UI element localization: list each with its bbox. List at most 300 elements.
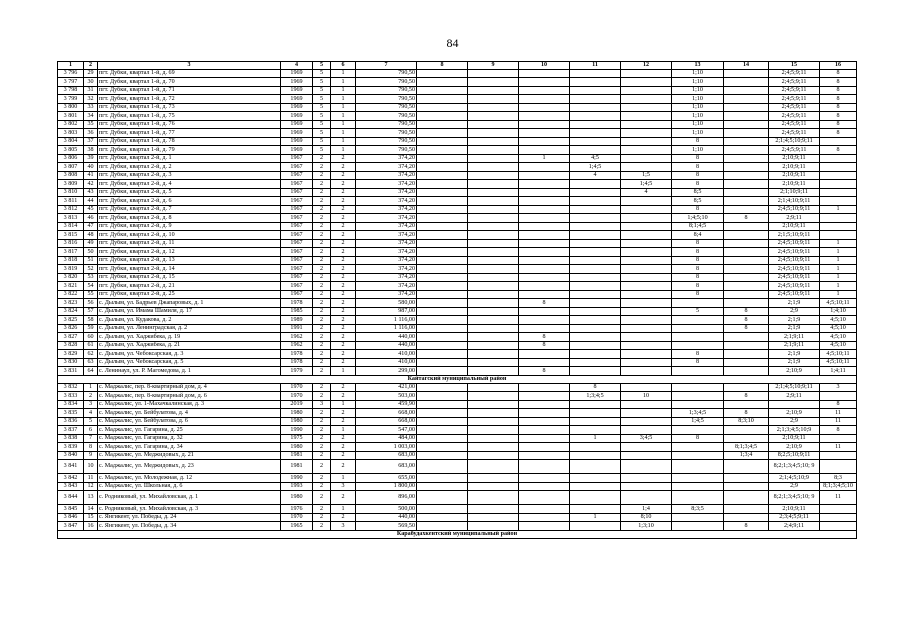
cell-c10 bbox=[519, 129, 570, 138]
cell-c8 bbox=[417, 400, 468, 409]
cell-c9 bbox=[468, 129, 519, 138]
cell-floors: 2 bbox=[313, 214, 331, 223]
cell-floors: 2 bbox=[313, 282, 331, 291]
table-row bbox=[58, 307, 857, 316]
cell-c15: 2;10;9 bbox=[769, 443, 820, 452]
cell-address: с. Маджалис, пер. 8-квартирный дом, д. 6 bbox=[98, 392, 281, 401]
cell-c14 bbox=[724, 205, 769, 214]
cell-year: 1975 bbox=[281, 434, 313, 443]
cell-c8 bbox=[417, 129, 468, 138]
cell-reg-no: 3 805 bbox=[58, 146, 84, 155]
cell-c16 bbox=[820, 434, 857, 443]
cell-c9 bbox=[468, 505, 519, 514]
cell-c9 bbox=[468, 409, 519, 418]
cell-area: 655,00 bbox=[356, 474, 417, 483]
cell-floors: 3 bbox=[313, 400, 331, 409]
cell-c8 bbox=[417, 273, 468, 282]
cell-c16 bbox=[820, 214, 857, 223]
table-row bbox=[58, 231, 857, 240]
cell-c8 bbox=[417, 256, 468, 265]
cell-c12 bbox=[621, 341, 672, 350]
cell-c11 bbox=[570, 86, 621, 95]
cell-item-no: 41 bbox=[84, 171, 98, 180]
cell-c13: 1;10 bbox=[672, 103, 724, 112]
cell-c8 bbox=[417, 409, 468, 418]
cell-c8 bbox=[417, 231, 468, 240]
cell-c9 bbox=[468, 214, 519, 223]
cell-c16: 11 bbox=[820, 417, 857, 426]
cell-c13: 8 bbox=[672, 163, 724, 172]
cell-c10 bbox=[519, 197, 570, 206]
cell-floors: 2 bbox=[313, 417, 331, 426]
cell-c14 bbox=[724, 256, 769, 265]
cell-area: 569,50 bbox=[356, 522, 417, 531]
cell-c16: 8 bbox=[820, 103, 857, 112]
cell-c13: 5 bbox=[672, 307, 724, 316]
cell-item-no: 60 bbox=[84, 333, 98, 342]
cell-c11: 1;4;5 bbox=[570, 163, 621, 172]
cell-reg-no: 3 846 bbox=[58, 513, 84, 522]
cell-address: с. Маджалис, ул. Гагарина, д. 25 bbox=[98, 426, 281, 435]
cell-item-no: 2 bbox=[84, 392, 98, 401]
table-row bbox=[58, 265, 857, 274]
cell-c14 bbox=[724, 383, 769, 392]
cell-c8 bbox=[417, 95, 468, 104]
cell-address: с. Дылым, ул. Имама Шамиля, д. 17 bbox=[98, 307, 281, 316]
cell-area: 1 116,00 bbox=[356, 324, 417, 333]
cell-c12 bbox=[621, 69, 672, 78]
cell-reg-no: 3 829 bbox=[58, 350, 84, 359]
cell-year: 1962 bbox=[281, 333, 313, 342]
cell-item-no: 63 bbox=[84, 358, 98, 367]
table-row bbox=[58, 358, 857, 367]
cell-c14 bbox=[724, 146, 769, 155]
cell-c14: 8 bbox=[724, 392, 769, 401]
cell-c9 bbox=[468, 341, 519, 350]
cell-c10 bbox=[519, 248, 570, 257]
cell-c11: 4 bbox=[570, 171, 621, 180]
cell-c11 bbox=[570, 400, 621, 409]
cell-c13: 1;3;4;5 bbox=[672, 409, 724, 418]
cell-item-no: 51 bbox=[84, 256, 98, 265]
cell-c15: 2;4;5;10;9;11 bbox=[769, 290, 820, 299]
cell-reg-no: 3 819 bbox=[58, 265, 84, 274]
cell-year: 1967 bbox=[281, 188, 313, 197]
cell-c8 bbox=[417, 282, 468, 291]
cell-floors: 2 bbox=[313, 231, 331, 240]
cell-address: пгт. Дубки, квартал 2-й, д. 2 bbox=[98, 163, 281, 172]
cell-item-no: 50 bbox=[84, 248, 98, 257]
cell-c12 bbox=[621, 214, 672, 223]
cell-c13: 8 bbox=[672, 350, 724, 359]
cell-year: 1980 bbox=[281, 417, 313, 426]
cell-c14: 8 bbox=[724, 316, 769, 325]
cell-c8 bbox=[417, 137, 468, 146]
cell-c12 bbox=[621, 231, 672, 240]
cell-c15: 2;10;9;11 bbox=[769, 180, 820, 189]
cell-c13: 1;4;5 bbox=[672, 417, 724, 426]
cell-c12: 4 bbox=[621, 188, 672, 197]
table-row bbox=[58, 222, 857, 231]
header-cell-7: 7 bbox=[356, 62, 417, 70]
cell-c9 bbox=[468, 299, 519, 308]
cell-c10 bbox=[519, 282, 570, 291]
cell-floors: 2 bbox=[313, 256, 331, 265]
cell-c13 bbox=[672, 474, 724, 483]
cell-c10 bbox=[519, 163, 570, 172]
cell-floors: 2 bbox=[313, 392, 331, 401]
cell-c13: 8 bbox=[672, 265, 724, 274]
cell-entrances: 1 bbox=[331, 146, 356, 155]
cell-c8 bbox=[417, 505, 468, 514]
cell-c16 bbox=[820, 163, 857, 172]
cell-c13: 1;10 bbox=[672, 129, 724, 138]
cell-c12 bbox=[621, 222, 672, 231]
cell-c9 bbox=[468, 69, 519, 78]
cell-address: с. Маджалис, ул. 1-Махачкалинская, д. 3 bbox=[98, 400, 281, 409]
cell-c10: 8 bbox=[519, 299, 570, 308]
cell-c13: 8 bbox=[672, 239, 724, 248]
cell-floors: 2 bbox=[313, 188, 331, 197]
cell-c14 bbox=[724, 299, 769, 308]
table-row bbox=[58, 474, 857, 483]
cell-entrances: 2 bbox=[331, 154, 356, 163]
cell-c12: 1;4 bbox=[621, 505, 672, 514]
table-row bbox=[58, 505, 857, 514]
cell-year: 1969 bbox=[281, 137, 313, 146]
cell-c12 bbox=[621, 350, 672, 359]
cell-c10: 1 bbox=[519, 154, 570, 163]
cell-area: 547,00 bbox=[356, 426, 417, 435]
cell-c9 bbox=[468, 256, 519, 265]
cell-c9 bbox=[468, 307, 519, 316]
cell-floors: 5 bbox=[313, 69, 331, 78]
cell-c16: 8;1;3;4;5;10 bbox=[820, 482, 857, 491]
cell-entrances: 2 bbox=[331, 180, 356, 189]
cell-c10: 8 bbox=[519, 367, 570, 376]
cell-c14 bbox=[724, 129, 769, 138]
cell-year: 2019 bbox=[281, 400, 313, 409]
cell-c12 bbox=[621, 239, 672, 248]
cell-c15: 2;10;9;11 bbox=[769, 222, 820, 231]
cell-item-no: 61 bbox=[84, 341, 98, 350]
header-cell-6: 6 bbox=[331, 62, 356, 70]
cell-area: 683,00 bbox=[356, 460, 417, 474]
cell-c16: 4;5;10;11 bbox=[820, 358, 857, 367]
cell-reg-no: 3 800 bbox=[58, 103, 84, 112]
cell-c15: 2;9 bbox=[769, 307, 820, 316]
cell-item-no: 43 bbox=[84, 188, 98, 197]
cell-c9 bbox=[468, 282, 519, 291]
cell-year: 1967 bbox=[281, 290, 313, 299]
cell-entrances: 2 bbox=[331, 299, 356, 308]
cell-c8 bbox=[417, 358, 468, 367]
cell-year: 1990 bbox=[281, 426, 313, 435]
cell-address: с. Маджалис, ул. Бейбулатова, д. 4 bbox=[98, 409, 281, 418]
table-row bbox=[58, 460, 857, 474]
cell-c10 bbox=[519, 434, 570, 443]
cell-c10 bbox=[519, 265, 570, 274]
cell-c11 bbox=[570, 505, 621, 514]
cell-c15: 2;4;5;9;11 bbox=[769, 103, 820, 112]
cell-reg-no: 3 812 bbox=[58, 205, 84, 214]
cell-item-no: 47 bbox=[84, 222, 98, 231]
cell-c11 bbox=[570, 265, 621, 274]
cell-reg-no: 3 839 bbox=[58, 443, 84, 452]
cell-entrances: 2 bbox=[331, 434, 356, 443]
cell-c11 bbox=[570, 256, 621, 265]
table-row bbox=[58, 513, 857, 522]
cell-c8 bbox=[417, 171, 468, 180]
cell-c12 bbox=[621, 358, 672, 367]
cell-c12 bbox=[621, 400, 672, 409]
cell-c9 bbox=[468, 460, 519, 474]
cell-c10 bbox=[519, 426, 570, 435]
cell-item-no: 59 bbox=[84, 324, 98, 333]
cell-c16: 1;4;10 bbox=[820, 307, 857, 316]
cell-c10 bbox=[519, 146, 570, 155]
cell-c10 bbox=[519, 78, 570, 87]
cell-c13: 8 bbox=[672, 248, 724, 257]
cell-c10 bbox=[519, 460, 570, 474]
cell-area: 668,00 bbox=[356, 417, 417, 426]
cell-item-no: 58 bbox=[84, 316, 98, 325]
cell-c9 bbox=[468, 491, 519, 505]
cell-address: пгт. Дубки, квартал 1-й, д. 79 bbox=[98, 146, 281, 155]
cell-c15: 2;3;4;5;9;11 bbox=[769, 513, 820, 522]
table-row bbox=[58, 417, 857, 426]
cell-area: 440,00 bbox=[356, 341, 417, 350]
cell-c11 bbox=[570, 299, 621, 308]
cell-c14 bbox=[724, 222, 769, 231]
cell-reg-no: 3 844 bbox=[58, 491, 84, 505]
cell-area: 374,20 bbox=[356, 154, 417, 163]
cell-c16: 8 bbox=[820, 426, 857, 435]
table-row bbox=[58, 409, 857, 418]
cell-area: 790,50 bbox=[356, 129, 417, 138]
cell-entrances: 1 bbox=[331, 103, 356, 112]
cell-c8 bbox=[417, 69, 468, 78]
cell-c15: 2;10;9;11 bbox=[769, 154, 820, 163]
header-cell-4: 4 bbox=[281, 62, 313, 70]
header-row bbox=[58, 62, 857, 70]
cell-entrances: 1 bbox=[331, 95, 356, 104]
table-row bbox=[58, 316, 857, 325]
cell-c12 bbox=[621, 120, 672, 129]
cell-year: 1969 bbox=[281, 78, 313, 87]
cell-floors: 2 bbox=[313, 290, 331, 299]
cell-entrances: 2 bbox=[331, 392, 356, 401]
cell-year: 1985 bbox=[281, 307, 313, 316]
cell-address: с. Маджалис, пер. 8-квартирный дом, д. 4 bbox=[98, 383, 281, 392]
cell-c11: 4;5 bbox=[570, 154, 621, 163]
cell-c16 bbox=[820, 505, 857, 514]
cell-entrances: 1 bbox=[331, 112, 356, 121]
cell-c14 bbox=[724, 154, 769, 163]
cell-reg-no: 3 810 bbox=[58, 188, 84, 197]
cell-c13 bbox=[672, 482, 724, 491]
cell-item-no: 9 bbox=[84, 451, 98, 460]
cell-c13 bbox=[672, 367, 724, 376]
header-cell-13: 13 bbox=[672, 62, 724, 70]
cell-c14: 8 bbox=[724, 307, 769, 316]
cell-c16: 1 bbox=[820, 273, 857, 282]
cell-c15: 2;9 bbox=[769, 417, 820, 426]
cell-c16: 8 bbox=[820, 400, 857, 409]
cell-item-no: 33 bbox=[84, 103, 98, 112]
cell-c14 bbox=[724, 505, 769, 514]
cell-c15: 8;2;5;10;9;11 bbox=[769, 451, 820, 460]
cell-c11 bbox=[570, 197, 621, 206]
cell-c12: 1;5 bbox=[621, 171, 672, 180]
cell-item-no: 54 bbox=[84, 282, 98, 291]
cell-c13 bbox=[672, 513, 724, 522]
cell-c14 bbox=[724, 112, 769, 121]
header-cell-2: 2 bbox=[84, 62, 98, 70]
cell-c9 bbox=[468, 333, 519, 342]
cell-c10 bbox=[519, 307, 570, 316]
cell-c14 bbox=[724, 86, 769, 95]
cell-c13: 8 bbox=[672, 290, 724, 299]
cell-c8 bbox=[417, 180, 468, 189]
cell-reg-no: 3 799 bbox=[58, 95, 84, 104]
cell-address: пгт. Дубки, квартал 2-й, д. 9 bbox=[98, 222, 281, 231]
cell-c16: 4;5;10;11 bbox=[820, 299, 857, 308]
cell-c8 bbox=[417, 222, 468, 231]
cell-c15: 2;10;9 bbox=[769, 367, 820, 376]
cell-item-no: 16 bbox=[84, 522, 98, 531]
cell-c10 bbox=[519, 112, 570, 121]
cell-item-no: 35 bbox=[84, 120, 98, 129]
cell-entrances: 1 bbox=[331, 78, 356, 87]
cell-c16: 1 bbox=[820, 282, 857, 291]
cell-c10 bbox=[519, 86, 570, 95]
cell-c15: 2;4;5;10;9;11 bbox=[769, 248, 820, 257]
cell-reg-no: 3 815 bbox=[58, 231, 84, 240]
cell-c11 bbox=[570, 137, 621, 146]
cell-floors: 2 bbox=[313, 491, 331, 505]
cell-c10 bbox=[519, 273, 570, 282]
cell-address: с. Дылым, ул. Чебоксарская, д. 3 bbox=[98, 350, 281, 359]
cell-year: 1967 bbox=[281, 154, 313, 163]
cell-c15: 2;4;5;9;11 bbox=[769, 112, 820, 121]
cell-floors: 2 bbox=[313, 350, 331, 359]
cell-reg-no: 3 845 bbox=[58, 505, 84, 514]
cell-c11 bbox=[570, 324, 621, 333]
cell-address: с. Янгикент, ул. Победы, д. 24 bbox=[98, 513, 281, 522]
cell-reg-no: 3 825 bbox=[58, 316, 84, 325]
cell-c12 bbox=[621, 290, 672, 299]
cell-c10 bbox=[519, 383, 570, 392]
cell-reg-no: 3 811 bbox=[58, 197, 84, 206]
cell-area: 374,20 bbox=[356, 188, 417, 197]
cell-c16: 3 bbox=[820, 383, 857, 392]
cell-c14 bbox=[724, 180, 769, 189]
cell-c8 bbox=[417, 120, 468, 129]
cell-c10 bbox=[519, 350, 570, 359]
cell-c14: 1;3;4 bbox=[724, 451, 769, 460]
cell-c13: 8;1;4;5 bbox=[672, 222, 724, 231]
cell-year: 1980 bbox=[281, 443, 313, 452]
cell-c13: 8 bbox=[672, 273, 724, 282]
cell-c16 bbox=[820, 197, 857, 206]
cell-c8 bbox=[417, 307, 468, 316]
cell-year: 1970 bbox=[281, 383, 313, 392]
cell-address: с. Маджалис, ул. Гагарина, д. 34 bbox=[98, 443, 281, 452]
cell-c10 bbox=[519, 290, 570, 299]
cell-area: 790,50 bbox=[356, 69, 417, 78]
cell-reg-no: 3 822 bbox=[58, 290, 84, 299]
cell-c11 bbox=[570, 69, 621, 78]
cell-c9 bbox=[468, 316, 519, 325]
cell-c13: 1;10 bbox=[672, 112, 724, 121]
cell-c16: 8 bbox=[820, 112, 857, 121]
cell-c8 bbox=[417, 460, 468, 474]
table-row bbox=[58, 443, 857, 452]
cell-c14 bbox=[724, 434, 769, 443]
header-cell-16: 16 bbox=[820, 62, 857, 70]
cell-reg-no: 3 806 bbox=[58, 154, 84, 163]
table-row bbox=[58, 95, 857, 104]
cell-address: с. Маджалис, ул. Бейбулатова, д. 6 bbox=[98, 417, 281, 426]
cell-area: 790,50 bbox=[356, 137, 417, 146]
cell-area: 1 003,00 bbox=[356, 443, 417, 452]
cell-c14 bbox=[724, 282, 769, 291]
cell-year: 1967 bbox=[281, 282, 313, 291]
table-row bbox=[58, 188, 857, 197]
cell-area: 790,50 bbox=[356, 86, 417, 95]
cell-floors: 2 bbox=[313, 443, 331, 452]
cell-address: с. Родниковый, ул. Михайловская, д. 3 bbox=[98, 505, 281, 514]
cell-c11 bbox=[570, 290, 621, 299]
cell-c14 bbox=[724, 231, 769, 240]
cell-area: 790,50 bbox=[356, 95, 417, 104]
cell-item-no: 13 bbox=[84, 491, 98, 505]
cell-c15: 2;1;4;5;10;9 bbox=[769, 474, 820, 483]
table-row bbox=[58, 434, 857, 443]
cell-c9 bbox=[468, 273, 519, 282]
cell-c9 bbox=[468, 290, 519, 299]
cell-floors: 5 bbox=[313, 103, 331, 112]
table-row bbox=[58, 129, 857, 138]
cell-area: 374,20 bbox=[356, 248, 417, 257]
cell-reg-no: 3 833 bbox=[58, 392, 84, 401]
cell-floors: 2 bbox=[313, 383, 331, 392]
cell-c15: 2;4;5;9;11 bbox=[769, 120, 820, 129]
table-row bbox=[58, 426, 857, 435]
cell-c13: 1;10 bbox=[672, 95, 724, 104]
cell-c15: 2;1;9 bbox=[769, 358, 820, 367]
cell-reg-no: 3 828 bbox=[58, 341, 84, 350]
cell-c14: 8 bbox=[724, 409, 769, 418]
cell-c13 bbox=[672, 400, 724, 409]
cell-year: 1967 bbox=[281, 231, 313, 240]
table-row bbox=[58, 367, 857, 376]
cell-c11: 1 bbox=[570, 513, 621, 522]
cell-c15: 2;4;5;10;9;11 bbox=[769, 282, 820, 291]
cell-c10 bbox=[519, 513, 570, 522]
table-row bbox=[58, 214, 857, 223]
cell-address: пгт. Дубки, квартал 1-й, д. 75 bbox=[98, 112, 281, 121]
cell-c8 bbox=[417, 86, 468, 95]
cell-c12: 1;3;10 bbox=[621, 522, 672, 531]
cell-item-no: 30 bbox=[84, 78, 98, 87]
cell-c13 bbox=[672, 426, 724, 435]
cell-entrances: 2 bbox=[331, 248, 356, 257]
cell-c12: 1;4;5 bbox=[621, 180, 672, 189]
cell-c11 bbox=[570, 367, 621, 376]
cell-c11 bbox=[570, 248, 621, 257]
